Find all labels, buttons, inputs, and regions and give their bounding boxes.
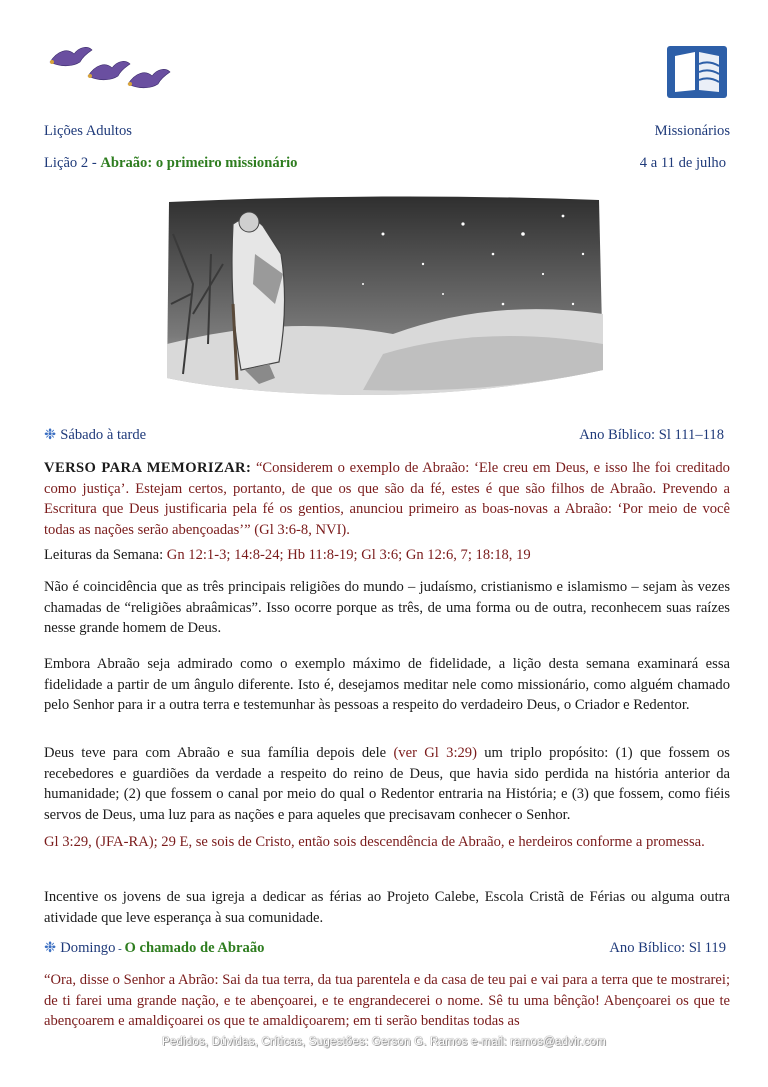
lesson-title: Abraão: o primeiro missionário: [100, 155, 298, 171]
paragraph-5: Incentive os jovens de sua igreja a dedicar as férias ao Projeto Calebe, Escola Cristã de Férias ou alguma outra atividade que leve esperança à sua comunidade.: [44, 889, 730, 926]
abraham-under-stars-illustration: [163, 194, 605, 402]
saturday-heading: ❉ Sábado à tarde: [44, 427, 147, 443]
sunday-title: O chamado de Abraão: [124, 940, 265, 956]
sunday-heading: ❉ Domingo - O chamado de Abraão: [44, 940, 265, 956]
lesson-heading: Lição 2 - Abraão: o primeiro missionário: [44, 155, 298, 171]
reference-link: (ver Gl 3:29): [393, 745, 477, 761]
paragraph-3: Deus teve para com Abraão e sua família depois dele (ver Gl 3:29) um triplo propósito: (1) que fossem os recebedores e guardiões da verdade a respeito do reino de Deus, que havia sido perdida na história anterior da humanidade; (2) que fossem o canal por meio do qual o Redentor entraria na História; e (3) que fossem, como fiéis servos de Deus, uma luz para as nações e para aqueles que precisavam conhecer o Senhor.: [44, 745, 730, 823]
section-label: Missionários: [654, 123, 730, 139]
footer-contact: Pedidos, Dúvidas, Críticas, Sugestões: Gerson G. Ramos e-mail: ramos@advir.com: [162, 1036, 606, 1048]
sunday-ano-biblico: Ano Bíblico: Sl 119: [609, 940, 726, 956]
open-book-logo-icon: [665, 44, 729, 100]
course-label: Lições Adultos: [44, 123, 132, 139]
sunday-row: [44, 939, 730, 959]
header-row-lesson: [44, 154, 730, 173]
snowflake-icon: ❉: [44, 940, 57, 956]
paragraph-2: Embora Abraão seja admirado como o exemplo máximo de fidelidade, a lição desta semana examinará essa fidelidade a partir de um ângulo diferente. Isto é, desejamos meditar nele como missionário, como alguém chamado pelo Senhor para ir a outra terra e testemunhar às pessoas a respeito do verdadeiro Deus, o Criador e Redentor.: [44, 656, 730, 713]
paragraph-1: Não é coincidência que as três principais religiões do mundo – judaísmo, cristianismo e islamismo – sejam às vezes chamadas de “religiões abraâmicas”. Isso ocorre porque as três, de uma forma ou de outra, reconhecem suas raízes nesse grande homem de Deus.: [44, 579, 730, 636]
sunday-quote: “Ora, disse o Senhor a Abrão: Sai da tua terra, da tua parentela e da casa de teu pai e vai para a terra que te mostrarei; de ti farei uma grande nação, e te abençoarei, e te engrandecerei o nome. Sê tu uma bênção! Abençoarei os que te abençoarem e amaldiçoarei os que te amaldiçoarem; em ti serão benditas todas as: [44, 972, 730, 1029]
lesson-dates: 4 a 11 de julho: [639, 155, 726, 171]
saturday-ano-biblico: Ano Bíblico: Sl 111–118: [579, 427, 724, 443]
doves-icon: [44, 40, 174, 98]
memory-verse: VERSO PARA MEMORIZAR: “Considerem o exemplo de Abraão: ‘Ele creu em Deus, e isso lhe foi creditado como justiça’. Estejam certos, portanto, de que os que são da fé, estes é que são filhos de Abraão. Prevendo a Escritura que Deus justificaria pela fé os gentios, anunciou primeiro as boas-novas a Abraão: ‘Por meio de você todas as nações serão abençoadas’” (Gl 3:6-8, NVI).: [44, 460, 730, 538]
snowflake-icon: ❉: [44, 427, 57, 443]
paragraph-4: Gl 3:29, (JFA-RA); 29 E, se sois de Cristo, então sois descendência de Abraão, e herdeiros conforme a promessa.: [44, 834, 705, 850]
weekly-readings: Leituras da Semana: Gn 12:1-3; 14:8-24; Hb 11:8-19; Gl 3:6; Gn 12:6, 7; 18:18, 19: [44, 547, 531, 563]
saturday-row: [44, 426, 730, 445]
header-row-top: [44, 122, 730, 141]
